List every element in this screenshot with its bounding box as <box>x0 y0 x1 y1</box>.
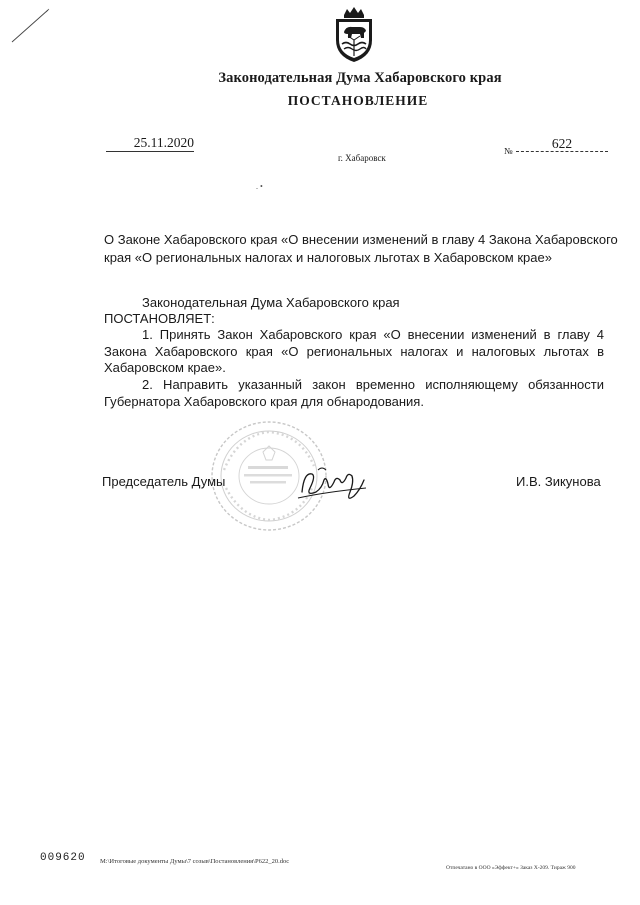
city-label: г. Хабаровск <box>338 153 386 163</box>
organization-title: Законодательная Дума Хабаровского края <box>218 70 502 86</box>
body-intro: Законодательная Дума Хабаровского края <box>142 295 400 310</box>
printer-imprint: Отпечатано в ООО «Эффект+» Заказ Х-209. Тираж 900 <box>446 865 576 871</box>
document-serial-code: 009620 <box>40 852 86 864</box>
signatory-position: Председатель Думы <box>102 474 226 489</box>
document-type-title: ПОСТАНОВЛЕНИЕ <box>287 93 429 108</box>
document-number: 622 <box>516 137 608 152</box>
signatory-name: И.В. Зикунова <box>516 474 601 489</box>
document-date: 25.11.2020 <box>106 135 194 152</box>
handwritten-signature <box>296 462 370 506</box>
body-decree: ПОСТАНОВЛЯЕТ: <box>104 311 215 326</box>
file-path: M:\Итоговые документы Думы\7 созыв\Постановления\Р622_20.doc <box>100 858 290 865</box>
margin-pen-mark <box>10 8 50 44</box>
decree-item-2: 2. Направить указанный закон временно исполняющему обязанности Губернатора Хабаровского края для обнародования. <box>104 377 604 409</box>
scan-speck: . • <box>256 182 263 191</box>
document-subject: О Законе Хабаровского края «О внесении изменений в главу 4 Закона Хабаровского края «О региональных налогах и налоговых льготах в Хабаровском крае» <box>104 232 618 265</box>
number-sign: № <box>504 146 513 156</box>
coat-of-arms-emblem <box>330 6 378 64</box>
decree-item-1: 1. Принять Закон Хабаровского края «О внесении изменений в главу 4 Закона Хабаровского края «О региональных налогах и налоговых льготах в Хабаровском крае». <box>104 327 604 375</box>
